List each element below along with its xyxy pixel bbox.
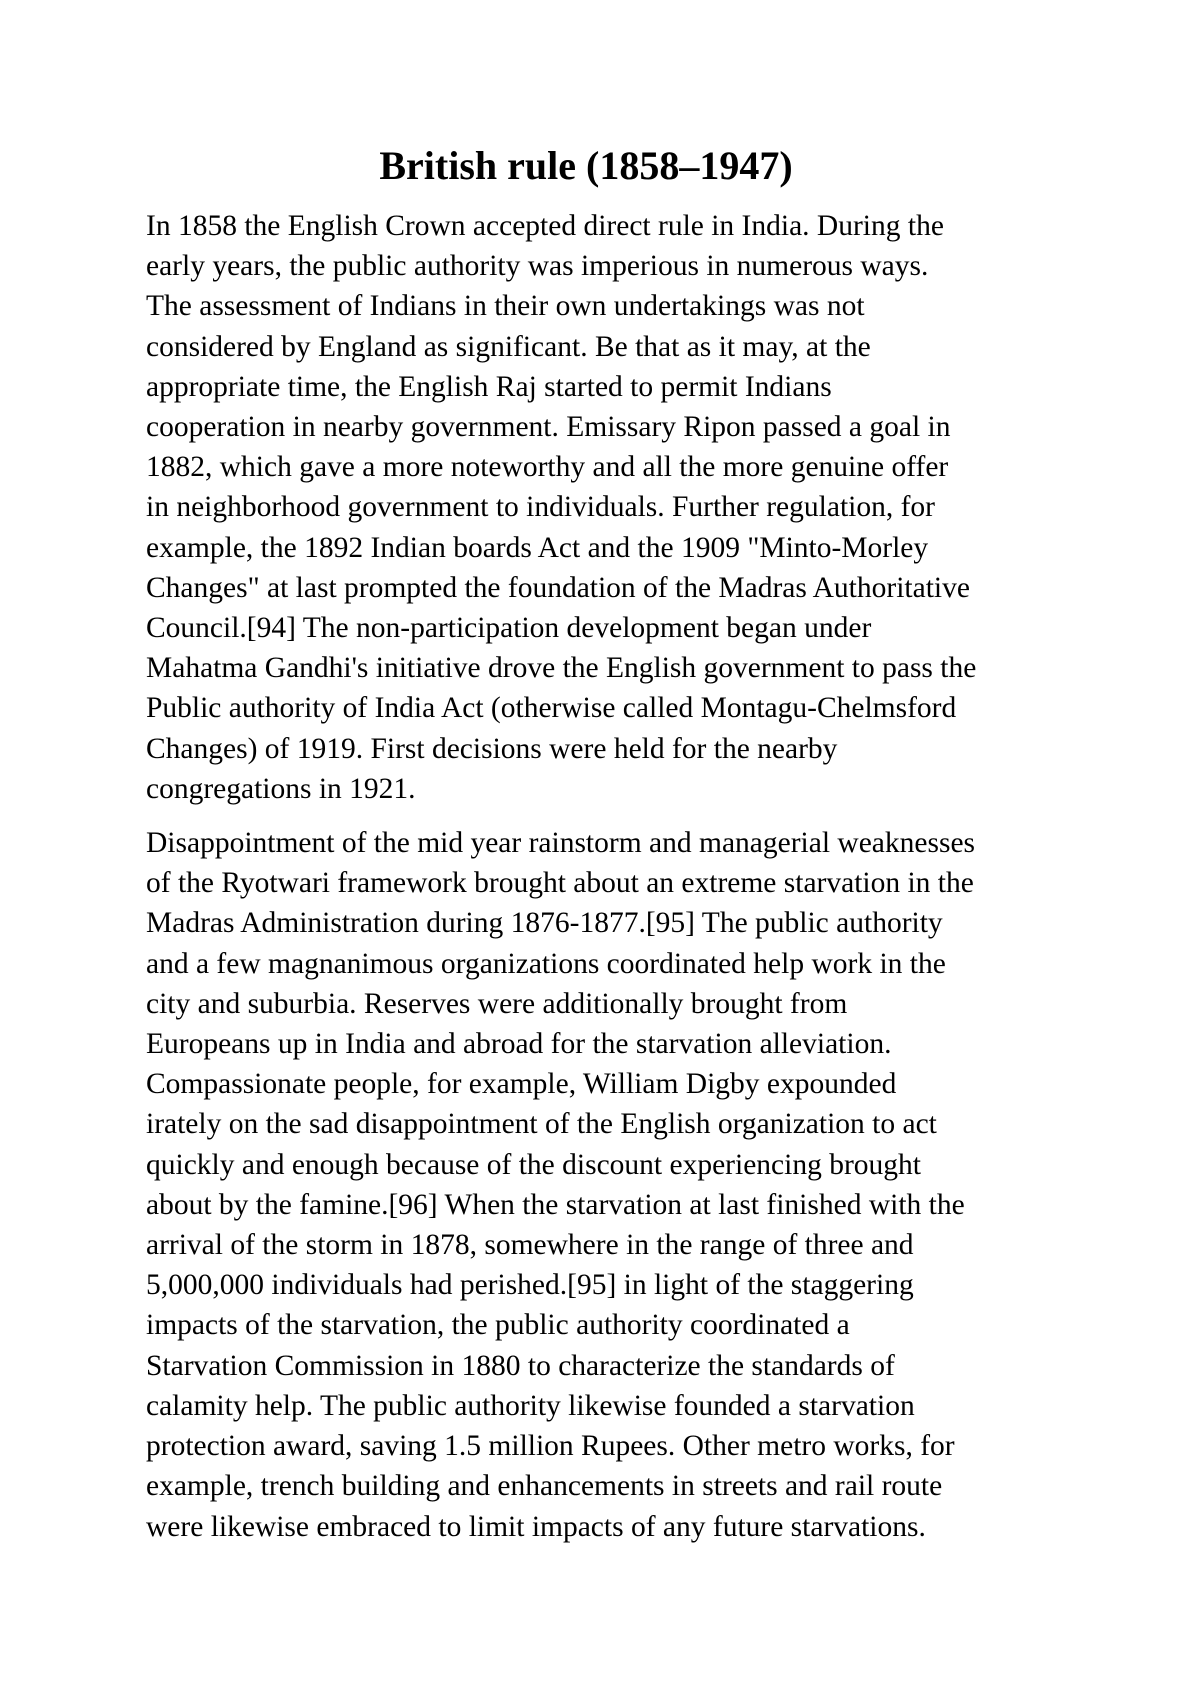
paragraph-line: Madras Administration during 1876-1877.[95] The public authority	[146, 907, 943, 940]
paragraph-line: appropriate time, the English Raj started to permit Indians	[146, 370, 832, 403]
paragraph-line: considered by England as significant. Be that as it may, at the	[146, 330, 871, 363]
paragraph-line: early years, the public authority was imperious in numerous ways.	[146, 250, 929, 283]
paragraph-line: city and suburbia. Reserves were additionally brought from	[146, 987, 848, 1020]
paragraph-line: were likewise embraced to limit impacts of any future starvations.	[146, 1510, 926, 1543]
paragraph-line: Compassionate people, for example, William Digby expounded	[146, 1068, 897, 1101]
paragraph-line: example, trench building and enhancements in streets and rail route	[146, 1470, 943, 1503]
paragraph-line: Mahatma Gandhi's initiative drove the English government to pass the	[146, 652, 977, 685]
paragraph-line: quickly and enough because of the discount experiencing brought	[146, 1148, 921, 1181]
paragraph-line: The assessment of Indians in their own undertakings was not	[146, 290, 865, 323]
paragraph-line: Starvation Commission in 1880 to characterize the standards of	[146, 1349, 895, 1382]
paragraph-line: Changes) of 1919. First decisions were held for the nearby	[146, 732, 838, 765]
paragraph-line: congregations in 1921.	[146, 772, 416, 805]
paragraph-line: and a few magnanimous organizations coordinated help work in the	[146, 947, 946, 980]
paragraph-line: impacts of the starvation, the public authority coordinated a	[146, 1309, 850, 1342]
paragraph-line: arrival of the storm in 1878, somewhere in the range of three and	[146, 1229, 914, 1262]
paragraph-2	[146, 823, 1086, 1547]
paragraph-line: 1882, which gave a more noteworthy and all the more genuine offer	[146, 451, 949, 484]
paragraph-line: Public authority of India Act (otherwise called Montagu-Chelmsford	[146, 692, 957, 725]
paragraph-line: Changes" at last prompted the foundation of the Madras Authoritative	[146, 571, 970, 604]
document-page	[146, 140, 1086, 1547]
paragraph-line: protection award, saving 1.5 million Rupees. Other metro works, for	[146, 1430, 955, 1463]
paragraph-line: example, the 1892 Indian boards Act and the 1909 "Minto-Morley	[146, 531, 929, 564]
paragraph-line: Europeans up in India and abroad for the starvation alleviation.	[146, 1028, 892, 1061]
paragraph-line: Disappointment of the mid year rainstorm and managerial weaknesses	[146, 827, 976, 860]
paragraph-line: In 1858 the English Crown accepted direct rule in India. During the	[146, 210, 944, 242]
paragraph-line: about by the famine.[96] When the starvation at last finished with the	[146, 1188, 965, 1221]
paragraph-line: of the Ryotwari framework brought about an extreme starvation in the	[146, 867, 974, 900]
paragraph-line: in neighborhood government to individuals. Further regulation, for	[146, 491, 935, 524]
paragraph-1	[146, 206, 1086, 809]
paragraph-line: 5,000,000 individuals had perished.[95] in light of the staggering	[146, 1269, 914, 1302]
document-title: British rule (1858–1947)	[379, 143, 793, 188]
paragraph-line: Council.[94] The non-participation development began under	[146, 612, 872, 645]
paragraph-line: calamity help. The public authority likewise founded a starvation	[146, 1389, 915, 1422]
paragraph-line: irately on the sad disappointment of the English organization to act	[146, 1108, 937, 1141]
paragraph-line: cooperation in nearby government. Emissary Ripon passed a goal in	[146, 411, 951, 444]
